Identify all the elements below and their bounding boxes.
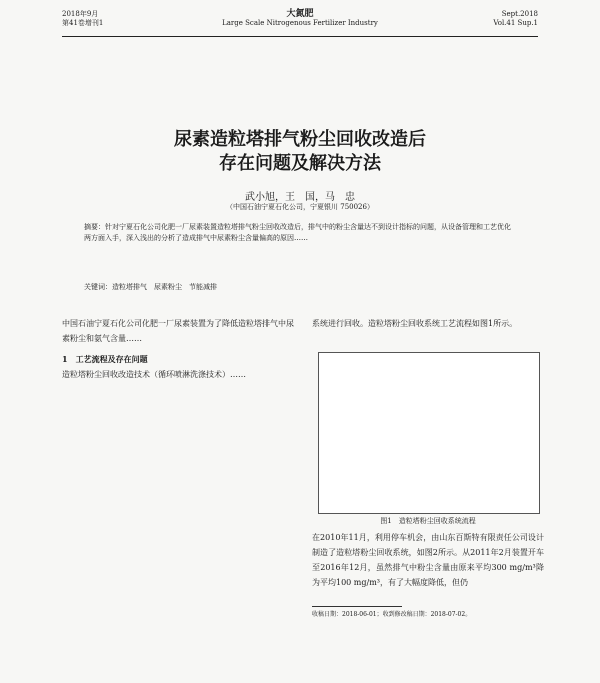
title-line-2: 存在问题及解决方法 xyxy=(219,153,381,174)
article-title xyxy=(0,128,600,176)
journal-name: 大氮肥 xyxy=(286,9,314,19)
figure-caption: 图1 造粒塔粉尘回收系统流程 xyxy=(380,517,476,525)
authors: 武小旭，王 国，马 忠 xyxy=(245,192,355,203)
header-journal xyxy=(62,10,538,28)
header-rule xyxy=(62,36,538,37)
section-heading: 1 工艺流程及存在问题 xyxy=(62,354,148,364)
header-volume: Sept.2018 Vol.41 Sup.1 xyxy=(493,10,538,27)
journal-english-name: Large Scale Nitrogenous Fertilizer Industry xyxy=(222,19,378,27)
affiliation: （中国石油宁夏石化公司，宁夏银川 750026） xyxy=(226,203,374,211)
title-line-1: 尿素造粒塔排气粉尘回收改造后 xyxy=(174,129,426,150)
right-column xyxy=(312,316,544,331)
process-flow-figure xyxy=(318,352,540,514)
abstract: 摘要：针对宁夏石化公司化肥一厂尿素装置造粒塔排气粉尘回收改造后，排气中的粉尘含量达不到设计指标的问题，从设备管理和工艺优化两方面入手，深入浅出的分析了造成排气中尿素粉尘含量偏高的原因…… xyxy=(84,223,511,242)
footnote: 收稿日期：2018-06-01；收到修改稿日期：2018-07-02。 xyxy=(312,611,472,618)
right-column-lower xyxy=(312,530,544,590)
running-header xyxy=(62,10,538,50)
body-paragraph: 造粒塔粉尘回收改造技术（循环喷淋洗涤技术）…… xyxy=(62,370,246,379)
header-issue: 2018年9月 第41卷增刊1 xyxy=(62,10,104,27)
left-column xyxy=(62,316,294,382)
footnote-rule xyxy=(312,606,402,607)
body-paragraph: 中国石油宁夏石化公司化肥一厂尿素装置为了降低造粒塔排气中尿素粉尘和氨气含量…… xyxy=(62,319,294,343)
body-paragraph: 系统进行回收。造粒塔粉尘回收系统工艺流程如图1所示。 xyxy=(312,319,518,328)
body-paragraph: 在2010年11月，利用停车机会，由山东百斯特有限责任公司设计制造了造粒塔粉尘回收系统，如图2所示。从2011年2月装置开车至2016年12月，虽然排气中粉尘含量由原来平均300 mg/m³降为平均100 mg/m³，有了大幅度降低，但仍 xyxy=(312,533,544,587)
keywords: 关键词：造粒塔排气 尿素粉尘 节能减排 xyxy=(84,283,217,291)
